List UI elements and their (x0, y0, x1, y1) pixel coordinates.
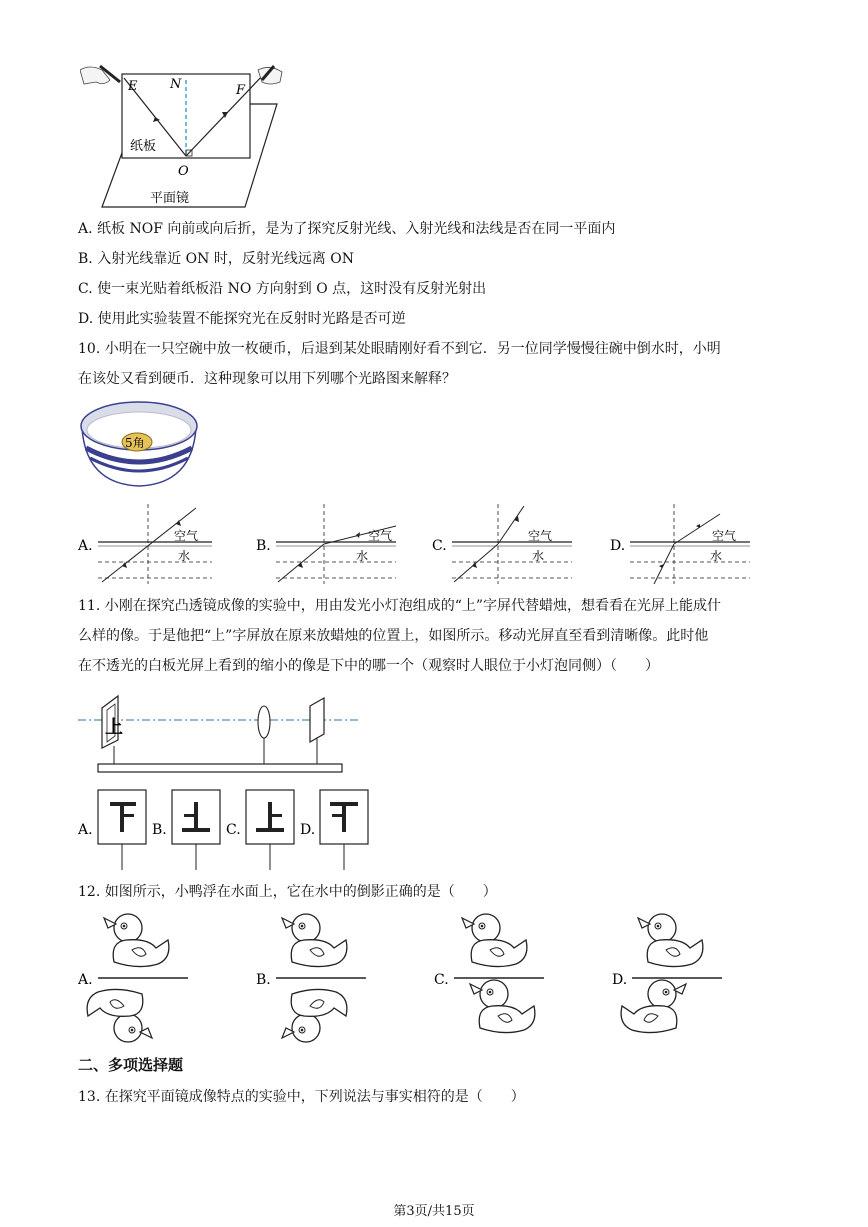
q10-water-c: 水 (532, 549, 545, 563)
q12-choice-b: B. (256, 972, 271, 988)
label-O: O (178, 164, 189, 179)
q11-stem-line1: 11. 小刚在探究凸透镜成像的实验中，用由发光小灯泡组成的“上”字屏代替蜡烛，想看看在光屏上能成什 (78, 598, 722, 614)
label-paper: 纸板 (130, 139, 157, 154)
label-mirror: 平面镜 (150, 191, 190, 206)
q10-stem-line1: 10. 小明在一只空碗中放一枚硬币，后退到某处眼睛刚好看不到它．另一位同学慢慢往碗中倒水时，小明 (78, 341, 721, 357)
svg-text:B.: B. (152, 822, 167, 838)
q10-water-d: 水 (710, 549, 723, 563)
q11-choice-a (78, 790, 146, 870)
q11-choices (78, 786, 378, 872)
q10-diagram-c (432, 500, 592, 586)
q12-stem: 12. 如图所示，小鸭浮在水面上，它在水中的倒影正确的是（ ） (78, 884, 497, 900)
label-N: N (170, 77, 182, 92)
q13-stem: 13. 在探究平面镜成像特点的实验中，下列说法与事实相符的是（ ） (78, 1089, 525, 1105)
q10-diagram-d (610, 500, 770, 586)
q11-choice-d (300, 790, 368, 870)
q10-water-b: 水 (356, 549, 369, 563)
q9-option-d: D. 使用此实验装置不能探究光在反射时光路是否可逆 (78, 311, 406, 327)
q10-air-d: 空气 (712, 529, 737, 543)
label-E: E (128, 79, 138, 94)
q10-air-a: 空气 (174, 529, 199, 543)
q10-water-a: 水 (178, 549, 191, 563)
q10-stem-line2: 在该处又看到硬币．这种现象可以用下列哪个光路图来解释？ (78, 371, 456, 387)
q10-choice-d: D. (610, 538, 626, 554)
q10-diagram-b (256, 500, 416, 586)
q10-air-b: 空气 (368, 529, 393, 543)
q11-screen-char: 上 (105, 717, 123, 738)
q9-option-c: C. 使一束光贴着纸板沿 NO 方向射到 O 点，这时没有反射光射出 (78, 281, 487, 297)
q9-option-b: B. 入射光线靠近 ON 时，反射光线远离 ON (78, 251, 354, 267)
q9-option-a: A. 纸板 NOF 向前或向后折，是为了探究反射光线、入射光线和法线是否在同一平面内 (78, 221, 616, 237)
coin-label: 5角 (125, 436, 145, 450)
q10-diagram-a (78, 500, 238, 586)
q10-choice-c: C. (432, 538, 447, 554)
svg-text:D.: D. (300, 822, 316, 838)
label-F: F (236, 83, 246, 98)
q11-stem-line2: 么样的像。于是他把“上”字屏放在原来放蜡烛的位置上，如图所示。移动光屏直至看到清晰像。此时他 (78, 628, 709, 644)
q9-figure (80, 62, 290, 212)
section-title: 二、多项选择题 (78, 1056, 184, 1074)
q12-choice-d: D. (612, 972, 628, 988)
q11-choice-b (152, 790, 220, 870)
q12-ducks (78, 906, 738, 1046)
q10-air-c: 空气 (528, 529, 553, 543)
q12-choice-a: A. (78, 972, 93, 988)
q12-choice-c: C. (434, 972, 449, 988)
svg-text:A.: A. (78, 822, 93, 838)
q10-choice-b: B. (256, 538, 271, 554)
svg-text:C.: C. (226, 822, 241, 838)
q10-choice-a: A. (78, 538, 93, 554)
q11-choice-c (226, 790, 294, 870)
q11-bench-figure (78, 688, 368, 778)
q11-stem-line3: 在不透光的白板光屏上看到的缩小的像是下中的哪一个（观察时人眼位于小灯泡同侧）（ ） (78, 658, 659, 674)
bowl-figure (78, 398, 200, 490)
page-footer: 第3页/共15页 (393, 1204, 475, 1219)
